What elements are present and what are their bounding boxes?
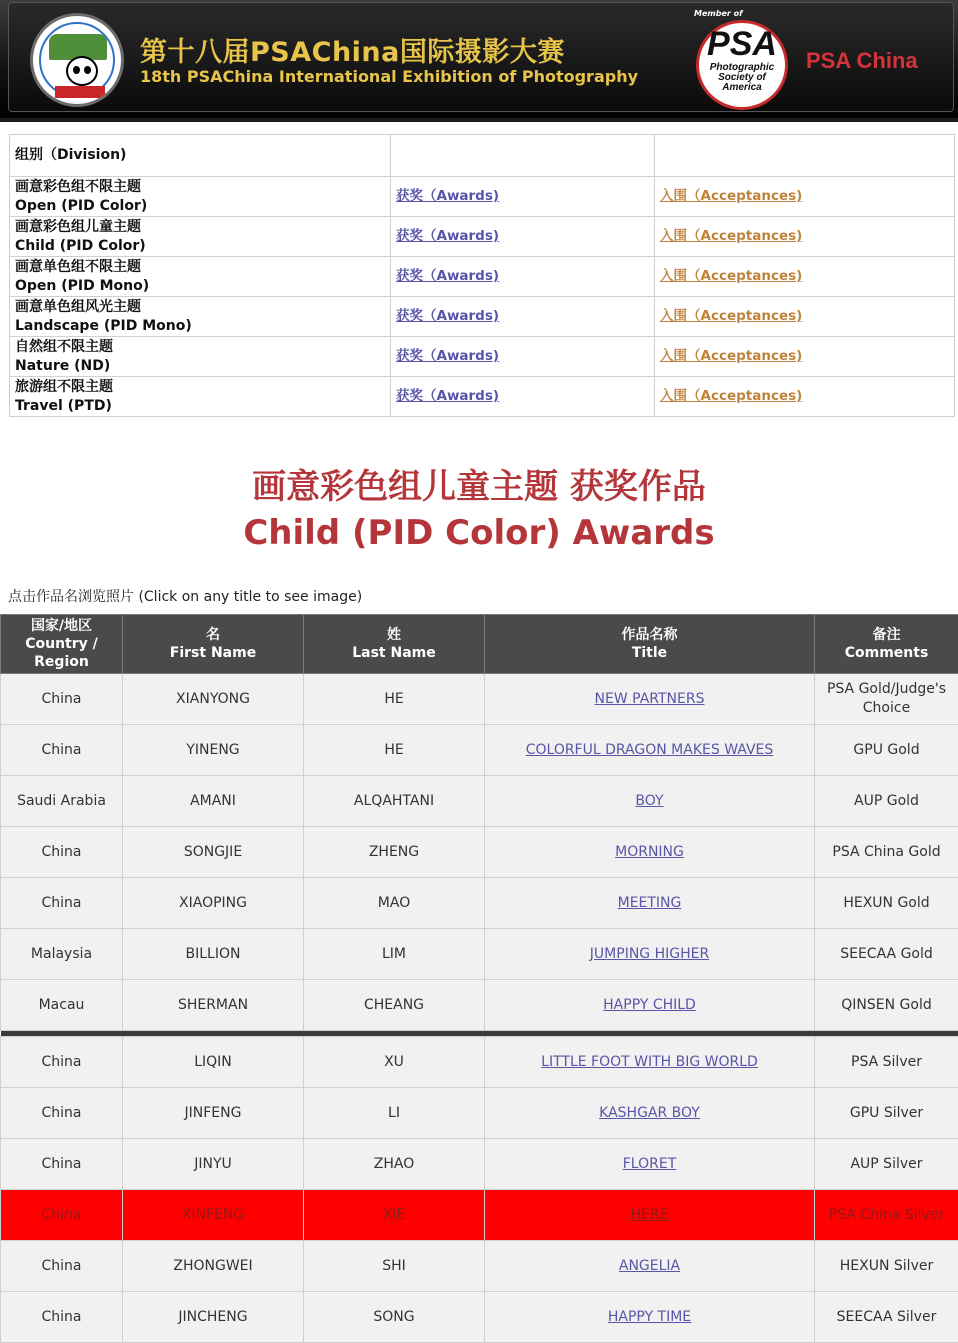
title-cell [485,1292,815,1343]
country-cell: China [1,1292,123,1343]
country-cell: China [1,878,123,929]
first-name-cell: SONGJIE [123,827,304,878]
title-cell [485,776,815,827]
title-cell [485,1139,815,1190]
title-cell [485,1241,815,1292]
awards-link[interactable]: 获奖（Awards) [396,388,499,404]
division-name-cn: 画意彩色组不限主题 [15,179,141,195]
last-name-cell: SONG [304,1292,485,1343]
comment-cell: PSA Gold/Judge's Choice [815,674,958,725]
column-header-country [1,615,123,674]
division-name-en: Nature (ND) [15,358,110,374]
psa-logo-line-3: America [722,82,761,93]
division-name [10,337,391,377]
photo-title-link[interactable]: MEETING [618,895,682,911]
column-header-en: First Name [170,645,256,661]
column-header-cn: 作品名称 [622,627,678,643]
column-header-en: Country / Region [25,636,98,670]
comment-cell: QINSEN Gold [815,980,958,1031]
comment-cell: GPU Silver [815,1088,958,1139]
last-name-cell: MAO [304,878,485,929]
acceptances-cell [655,257,955,297]
division-name-cn: 旅游组不限主题 [15,379,113,395]
column-header-cn: 国家/地区 [31,618,92,634]
awards-link[interactable]: 获奖（Awards) [396,308,499,324]
section-title [0,466,958,558]
photo-title-link[interactable]: HAPPY TIME [608,1309,691,1325]
table-row [1,1037,958,1088]
country-cell: Malaysia [1,929,123,980]
photo-title-link[interactable]: LITTLE FOOT WITH BIG WORLD [541,1054,758,1070]
acceptances-link[interactable]: 入围（Acceptances) [660,308,802,324]
first-name-cell: XIANYONG [123,674,304,725]
comment-cell: PSA China Silver [815,1190,958,1241]
last-name-cell: HE [304,725,485,776]
psa-logo-text: PSA [699,25,785,64]
acceptances-link[interactable]: 入围（Acceptances) [660,268,802,284]
photo-title-link[interactable]: HERE [631,1207,669,1223]
last-name-cell: ALQAHTANI [304,776,485,827]
table-row [1,776,958,827]
last-name-cell: ZHENG [304,827,485,878]
table-row [1,1139,958,1190]
photo-title-link[interactable]: ANGELIA [619,1258,680,1274]
column-header-cn: 备注 [873,627,901,643]
exhibition-title-cn: 第十八届PSAChina国际摄影大赛 [140,30,565,69]
last-name-cell: CHEANG [304,980,485,1031]
photo-title-link[interactable]: COLORFUL DRAGON MAKES WAVES [526,742,774,758]
division-name-en: Child (PID Color) [15,238,146,254]
awards-link[interactable]: 获奖（Awards) [396,268,499,284]
comment-cell: AUP Gold [815,776,958,827]
division-row [10,297,955,337]
first-name-cell: LIQIN [123,1037,304,1088]
photo-title-link[interactable]: MORNING [615,844,684,860]
photo-title-link[interactable]: BOY [635,793,663,809]
division-header-row [10,135,955,177]
panda-icon [66,56,98,86]
section-title-en: Child (PID Color) Awards [0,508,958,558]
comment-cell: AUP Silver [815,1139,958,1190]
title-cell [485,1190,815,1241]
awards-cell [391,177,655,217]
table-row [1,1241,958,1292]
acceptances-link[interactable]: 入围（Acceptances) [660,188,802,204]
division-row [10,177,955,217]
first-name-cell: AMANI [123,776,304,827]
column-header-en: Title [632,645,667,661]
table-row [1,827,958,878]
acceptances-cell [655,377,955,417]
division-name-en: Open (PID Color) [15,198,147,214]
acceptances-cell [655,297,955,337]
acceptances-cell [655,337,955,377]
country-cell: China [1,1037,123,1088]
division-name-cn: 自然组不限主题 [15,339,113,355]
awards-cell [391,297,655,337]
first-name-cell: XIAOPING [123,878,304,929]
awards-table-body [1,674,958,1343]
comment-cell: PSA China Gold [815,827,958,878]
table-row [1,1190,958,1241]
column-header-cn: 名 [206,627,220,643]
column-header-en: Last Name [352,645,436,661]
table-row [1,1292,958,1343]
header-banner [0,0,958,122]
comment-cell: HEXUN Silver [815,1241,958,1292]
psa-china-logo: PSA China [806,48,918,74]
comment-cell: HEXUN Gold [815,878,958,929]
country-cell: China [1,1088,123,1139]
last-name-cell: XU [304,1037,485,1088]
comment-cell: GPU Gold [815,725,958,776]
table-row [1,725,958,776]
table-row [1,980,958,1031]
division-name [10,217,391,257]
country-cell: China [1,725,123,776]
awards-cell [391,257,655,297]
awards-link[interactable]: 获奖（Awards) [396,348,499,364]
first-name-cell: YINENG [123,725,304,776]
column-header-last-name [304,615,485,674]
awards-link[interactable]: 获奖（Awards) [396,228,499,244]
awards-cell [391,217,655,257]
table-row [1,674,958,725]
exhibition-logo [30,13,124,107]
first-name-cell: SHERMAN [123,980,304,1031]
photo-title-link[interactable]: FLORET [623,1156,677,1172]
division-name [10,257,391,297]
division-name-en: Travel (PTD) [15,398,112,414]
division-header-empty [391,135,655,177]
column-header-comments [815,615,958,674]
last-name-cell: LI [304,1088,485,1139]
photo-title-link[interactable]: JUMPING HIGHER [590,946,709,962]
division-row [10,337,955,377]
click-hint: 点击作品名浏览照片 (Click on any title to see image) [8,586,362,606]
last-name-cell: HE [304,674,485,725]
photo-title-link[interactable]: KASHGAR BOY [599,1105,700,1121]
title-cell [485,725,815,776]
division-name-cn: 画意彩色组儿童主题 [15,219,141,235]
section-title-cn: 画意彩色组儿童主题 获奖作品 [0,466,958,508]
first-name-cell: JINYU [123,1139,304,1190]
last-name-cell: XIE [304,1190,485,1241]
last-name-cell: ZHAO [304,1139,485,1190]
country-cell: China [1,1190,123,1241]
psa-logo-line-2: Society of [718,72,766,83]
psa-logo-subtitle [699,63,785,93]
column-header-title [485,615,815,674]
column-header-cn: 姓 [387,627,401,643]
first-name-cell: XINFENG [123,1190,304,1241]
title-cell [485,878,815,929]
exhibition-title-en: 18th PSAChina International Exhibition of Photography [140,67,638,86]
psa-member-label: Member of [694,9,743,18]
title-cell [485,980,815,1031]
first-name-cell: BILLION [123,929,304,980]
photo-title-link[interactable]: NEW PARTNERS [595,691,705,707]
division-name-en: Landscape (PID Mono) [15,318,192,334]
division-name [10,377,391,417]
table-row [1,1088,958,1139]
first-name-cell: ZHONGWEI [123,1241,304,1292]
column-header-first-name [123,615,304,674]
country-cell: China [1,1241,123,1292]
awards-table-header [1,615,958,674]
division-row [10,257,955,297]
acceptances-link[interactable]: 入围（Acceptances) [660,348,802,364]
division-header-empty [655,135,955,177]
table-row [1,878,958,929]
country-cell: China [1,1139,123,1190]
photo-title-link[interactable]: HAPPY CHILD [603,997,696,1013]
division-name [10,297,391,337]
comment-cell: SEECAA Silver [815,1292,958,1343]
psa-logo [696,20,788,110]
title-cell [485,674,815,725]
country-cell: China [1,827,123,878]
country-cell: China [1,674,123,725]
column-header-en: Comments [845,645,929,661]
acceptances-cell [655,177,955,217]
country-cell: Saudi Arabia [1,776,123,827]
title-cell [485,1088,815,1139]
first-name-cell: JINFENG [123,1088,304,1139]
acceptances-link[interactable]: 入围（Acceptances) [660,388,802,404]
logo-tag [55,86,105,98]
acceptances-cell [655,217,955,257]
division-row [10,217,955,257]
acceptances-link[interactable]: 入围（Acceptances) [660,228,802,244]
division-name-cn: 画意单色组不限主题 [15,259,141,275]
awards-cell [391,337,655,377]
title-cell [485,1037,815,1088]
comment-cell: SEECAA Gold [815,929,958,980]
first-name-cell: JINCHENG [123,1292,304,1343]
division-table [9,134,955,417]
last-name-cell: SHI [304,1241,485,1292]
division-row [10,377,955,417]
division-name-en: Open (PID Mono) [15,278,149,294]
awards-link[interactable]: 获奖（Awards) [396,188,499,204]
awards-table [0,614,958,1343]
title-cell [485,929,815,980]
psa-logo-line-1: Photographic [710,62,774,73]
awards-cell [391,377,655,417]
division-name [10,177,391,217]
last-name-cell: LIM [304,929,485,980]
comment-cell: PSA Silver [815,1037,958,1088]
country-cell: Macau [1,980,123,1031]
title-cell [485,827,815,878]
division-name-cn: 画意单色组风光主题 [15,299,141,315]
table-row [1,929,958,980]
division-header-label: 组别（Division) [10,135,391,177]
